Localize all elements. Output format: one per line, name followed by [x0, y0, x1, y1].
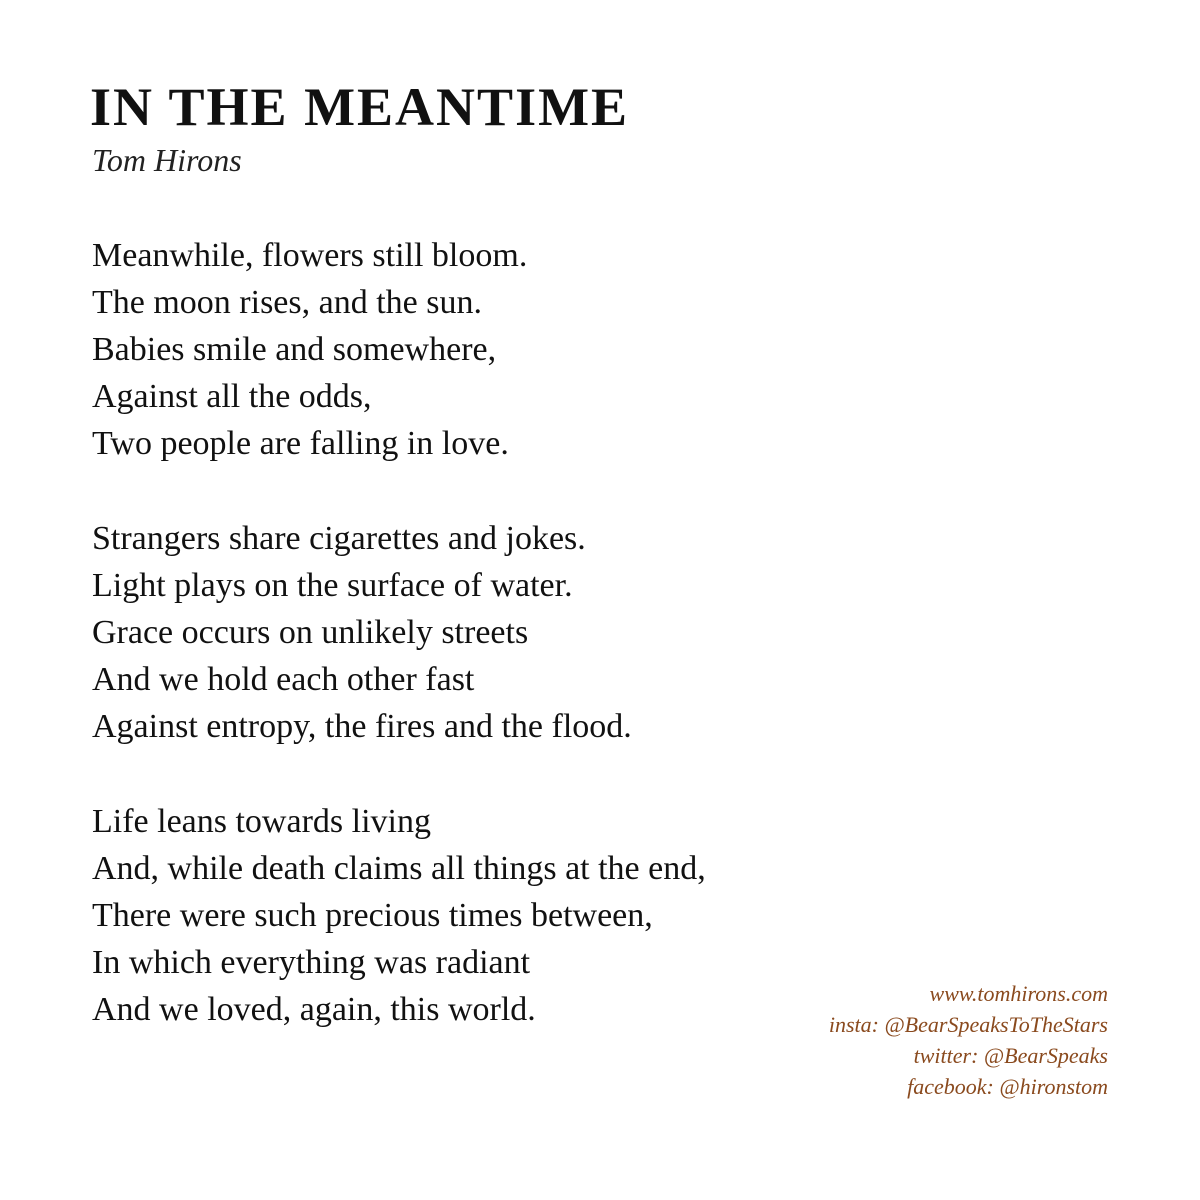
twitter-handle[interactable]: twitter: @BearSpeaks [913, 1043, 1108, 1068]
poem-body [92, 232, 792, 1081]
poem-line: In which everything was radiant [92, 944, 531, 981]
poem-line: Against all the odds, [92, 378, 372, 415]
poem-line: And we hold each other fast [92, 661, 475, 698]
poem-line: Grace occurs on unlikely streets [92, 614, 529, 651]
instagram-handle[interactable]: insta: @BearSpeaksToTheStars [828, 1012, 1108, 1037]
poem-line: Life leans towards living [92, 803, 431, 840]
poem-line: There were such precious times between, [92, 897, 653, 934]
poem-line: Strangers share cigarettes and jokes. [92, 520, 586, 557]
poem-line: Light plays on the surface of water. [92, 567, 573, 604]
poem-line: Meanwhile, flowers still bloom. [92, 237, 528, 274]
poem-line: Against entropy, the fires and the flood. [92, 708, 632, 745]
poem-line: And, while death claims all things at the end, [92, 850, 706, 887]
author-credits [829, 978, 1108, 1102]
stanza-3 [92, 798, 792, 1033]
poem-line: Babies smile and somewhere, [92, 331, 497, 368]
poem-line: And we loved, again, this world. [92, 991, 536, 1028]
poem-line: Two people are falling in love. [92, 425, 509, 462]
stanza-2 [92, 515, 792, 750]
poem-line: The moon rises, and the sun. [92, 284, 482, 321]
poem-title: IN THE MEANTIME [90, 77, 630, 137]
stanza-1 [92, 232, 792, 467]
facebook-handle[interactable]: facebook: @hironstom [907, 1074, 1108, 1099]
poem-author: Tom Hirons [92, 142, 242, 178]
website-link[interactable]: www.tomhirons.com [929, 981, 1108, 1006]
